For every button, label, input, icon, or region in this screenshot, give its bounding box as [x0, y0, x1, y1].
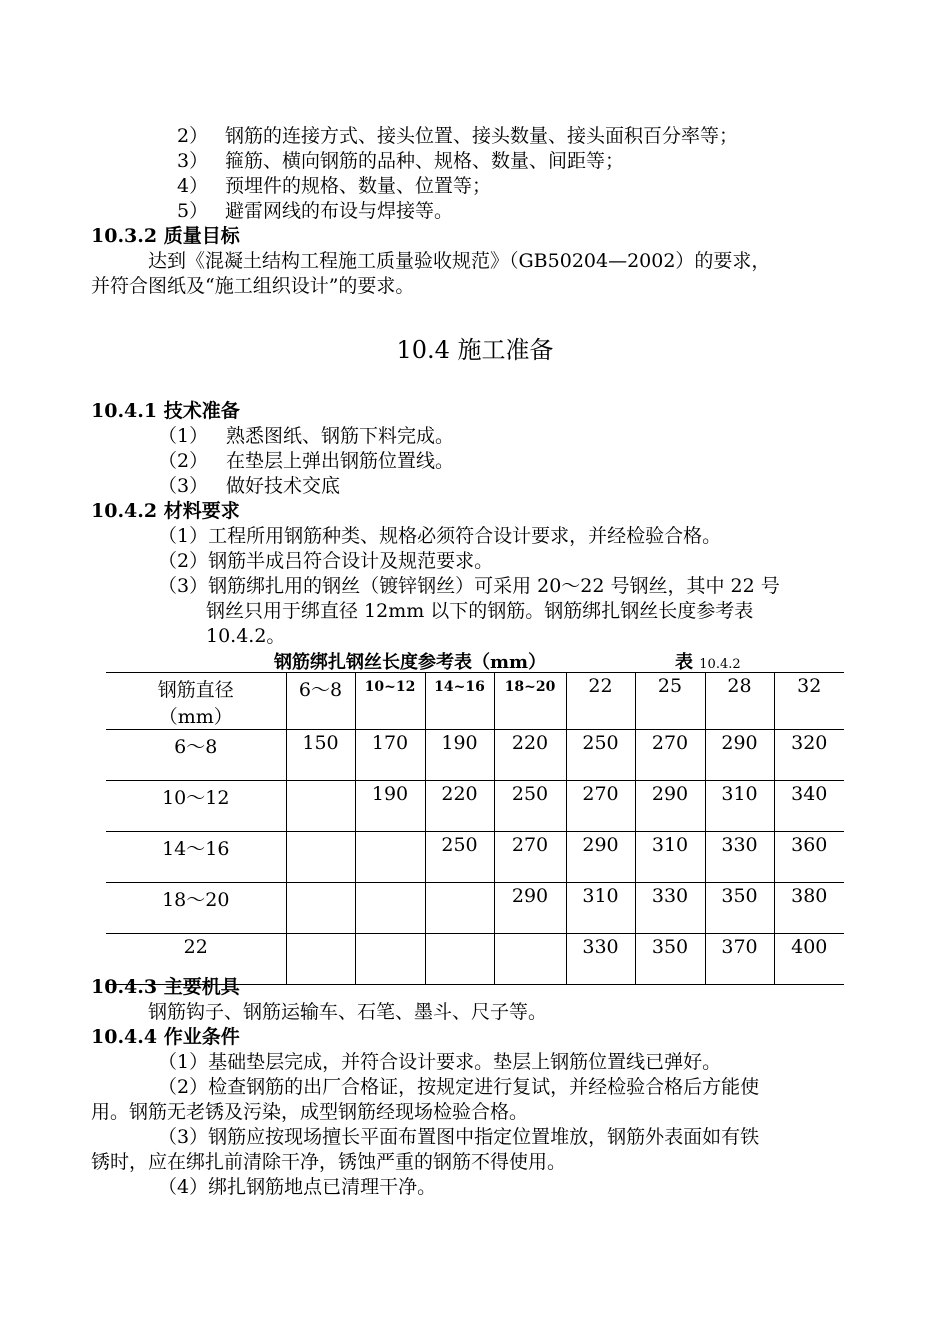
table-cell: 290	[635, 781, 705, 832]
table-cell: 350	[705, 883, 774, 934]
table-cell: 380	[774, 883, 844, 934]
table-row	[106, 832, 844, 883]
list-item-continuation: 钢丝只用于绑直径 12mm 以下的钢筋。钢筋绑扎钢丝长度参考表	[206, 600, 754, 622]
heading-10-3-2: 10.3.2 质量目标	[91, 225, 240, 247]
list-item	[177, 149, 624, 173]
table-row	[106, 883, 844, 934]
paragraph-line: 钢筋钩子、钢筋运输车、石笔、墨斗、尺子等。	[148, 1001, 548, 1023]
paragraph-line: （2）检查钢筋的出厂合格证，按规定进行复试，并经检验合格后方能使	[158, 1076, 760, 1098]
header-cell: 22	[566, 673, 635, 730]
table-cell: 290	[494, 883, 566, 934]
table-cell: 340	[774, 781, 844, 832]
table-cell: 310	[566, 883, 635, 934]
header-cell: 25	[635, 673, 705, 730]
table-cell: 10～12	[106, 781, 286, 832]
table-cell: 330	[705, 832, 774, 883]
table-cell: 6～8	[106, 730, 286, 781]
list-text: 熟悉图纸、钢筋下料完成。	[226, 425, 455, 447]
table-cell: 310	[705, 781, 774, 832]
header-cell: 18~20	[494, 673, 566, 730]
list-number: 4）	[177, 175, 209, 197]
table-cell: 250	[425, 832, 494, 883]
list-text: 避雷网线的布设与焊接等。	[225, 200, 454, 222]
table-cell: 220	[425, 781, 494, 832]
wire-length-table	[106, 672, 844, 985]
table-cell: 370	[705, 934, 774, 985]
table-caption-label	[675, 648, 741, 674]
table-row	[106, 730, 844, 781]
header-text: 钢筋直径	[157, 679, 234, 701]
table-row	[106, 781, 844, 832]
table-cell	[286, 883, 355, 934]
table-cell: 290	[705, 730, 774, 781]
list-number: （1）	[158, 425, 209, 447]
header-cell: 6～8	[286, 673, 355, 730]
table-cell	[355, 934, 425, 985]
list-item	[177, 199, 453, 223]
table-cell: 310	[635, 832, 705, 883]
table-cell: 270	[635, 730, 705, 781]
table-caption: 钢筋绑扎钢丝长度参考表（mm）	[274, 652, 547, 673]
list-item	[177, 174, 491, 198]
header-unit: （mm）	[158, 706, 233, 728]
list-item: （1）工程所用钢筋种类、规格必须符合设计要求，并经检验合格。	[158, 525, 722, 547]
heading-10-4-4: 10.4.4 作业条件	[91, 1026, 240, 1048]
list-text: 钢筋的连接方式、接头位置、接头数量、接头面积百分率等；	[225, 125, 739, 147]
paragraph-line: 锈时，应在绑扎前清除干净，锈蚀严重的钢筋不得使用。	[91, 1151, 567, 1173]
paragraph-line: 并符合图纸及“施工组织设计”的要求。	[91, 275, 415, 297]
table-cell	[286, 781, 355, 832]
table-cell: 190	[425, 730, 494, 781]
list-item	[158, 474, 340, 498]
table-cell	[286, 832, 355, 883]
table-cell: 360	[774, 832, 844, 883]
header-cell: 10~12	[355, 673, 425, 730]
paragraph-line: 用。钢筋无老锈及污染，成型钢筋经现场检验合格。	[91, 1101, 529, 1123]
list-item	[158, 449, 454, 473]
header-cell: 32	[774, 673, 844, 730]
table-cell: 270	[566, 781, 635, 832]
table-cell: 330	[635, 883, 705, 934]
list-text: 做好技术交底	[226, 475, 341, 497]
list-item-continuation: 10.4.2。	[206, 625, 286, 647]
heading-10-4-3: 10.4.3 主要机具	[91, 976, 240, 998]
table-cell	[425, 934, 494, 985]
header-cell: 14~16	[425, 673, 494, 730]
paragraph-line: 达到《混凝土结构工程施工质量验收规范》（GB50204—2002）的要求，	[148, 250, 771, 272]
list-item: （3）钢筋绑扎用的钢丝（镀锌钢丝）可采用 20～22 号钢丝，其中 22 号	[158, 575, 780, 597]
table-cell	[425, 883, 494, 934]
paragraph-line: （4）绑扎钢筋地点已清理干净。	[158, 1176, 437, 1198]
table-cell: 290	[566, 832, 635, 883]
list-number: 3）	[177, 150, 209, 172]
table-cell	[355, 883, 425, 934]
list-text: 箍筋、横向钢筋的品种、规格、数量、间距等；	[225, 150, 625, 172]
table-cell: 250	[494, 781, 566, 832]
list-number: 2）	[177, 125, 209, 147]
table-cell: 150	[286, 730, 355, 781]
list-item	[158, 424, 454, 448]
table-cell	[286, 934, 355, 985]
table-cell: 350	[635, 934, 705, 985]
table-cell: 18～20	[106, 883, 286, 934]
heading-10-4-2: 10.4.2 材料要求	[91, 500, 240, 522]
list-item: （2）钢筋半成吕符合设计及规范要求。	[158, 550, 494, 572]
section-title: 10.4 施工准备	[396, 336, 554, 364]
table-label: 表	[675, 652, 693, 673]
table-cell: 220	[494, 730, 566, 781]
table-cell: 14～16	[106, 832, 286, 883]
paragraph-line: （1）基础垫层完成，并符合设计要求。垫层上钢筋位置线已弹好。	[158, 1051, 722, 1073]
table-cell: 270	[494, 832, 566, 883]
list-number: 5）	[177, 200, 209, 222]
list-text: 预埋件的规格、数量、位置等；	[225, 175, 492, 197]
table-header-row	[106, 673, 844, 730]
table-cell: 330	[566, 934, 635, 985]
table-cell: 170	[355, 730, 425, 781]
paragraph-line: （3）钢筋应按现场擅长平面布置图中指定位置堆放，钢筋外表面如有铁	[158, 1126, 760, 1148]
header-cell-diameter	[106, 673, 286, 730]
table-number: 10.4.2	[699, 657, 741, 672]
list-text: 在垫层上弹出钢筋位置线。	[226, 450, 455, 472]
table-cell: 250	[566, 730, 635, 781]
table-cell	[494, 934, 566, 985]
list-number: （2）	[158, 450, 209, 472]
table-cell: 320	[774, 730, 844, 781]
table-cell: 400	[774, 934, 844, 985]
heading-10-4-1: 10.4.1 技术准备	[91, 400, 240, 422]
table-cell: 190	[355, 781, 425, 832]
list-item	[177, 124, 738, 148]
table-cell	[355, 832, 425, 883]
list-number: （3）	[158, 475, 209, 497]
header-cell: 28	[705, 673, 774, 730]
table-cell: 22	[106, 934, 286, 985]
